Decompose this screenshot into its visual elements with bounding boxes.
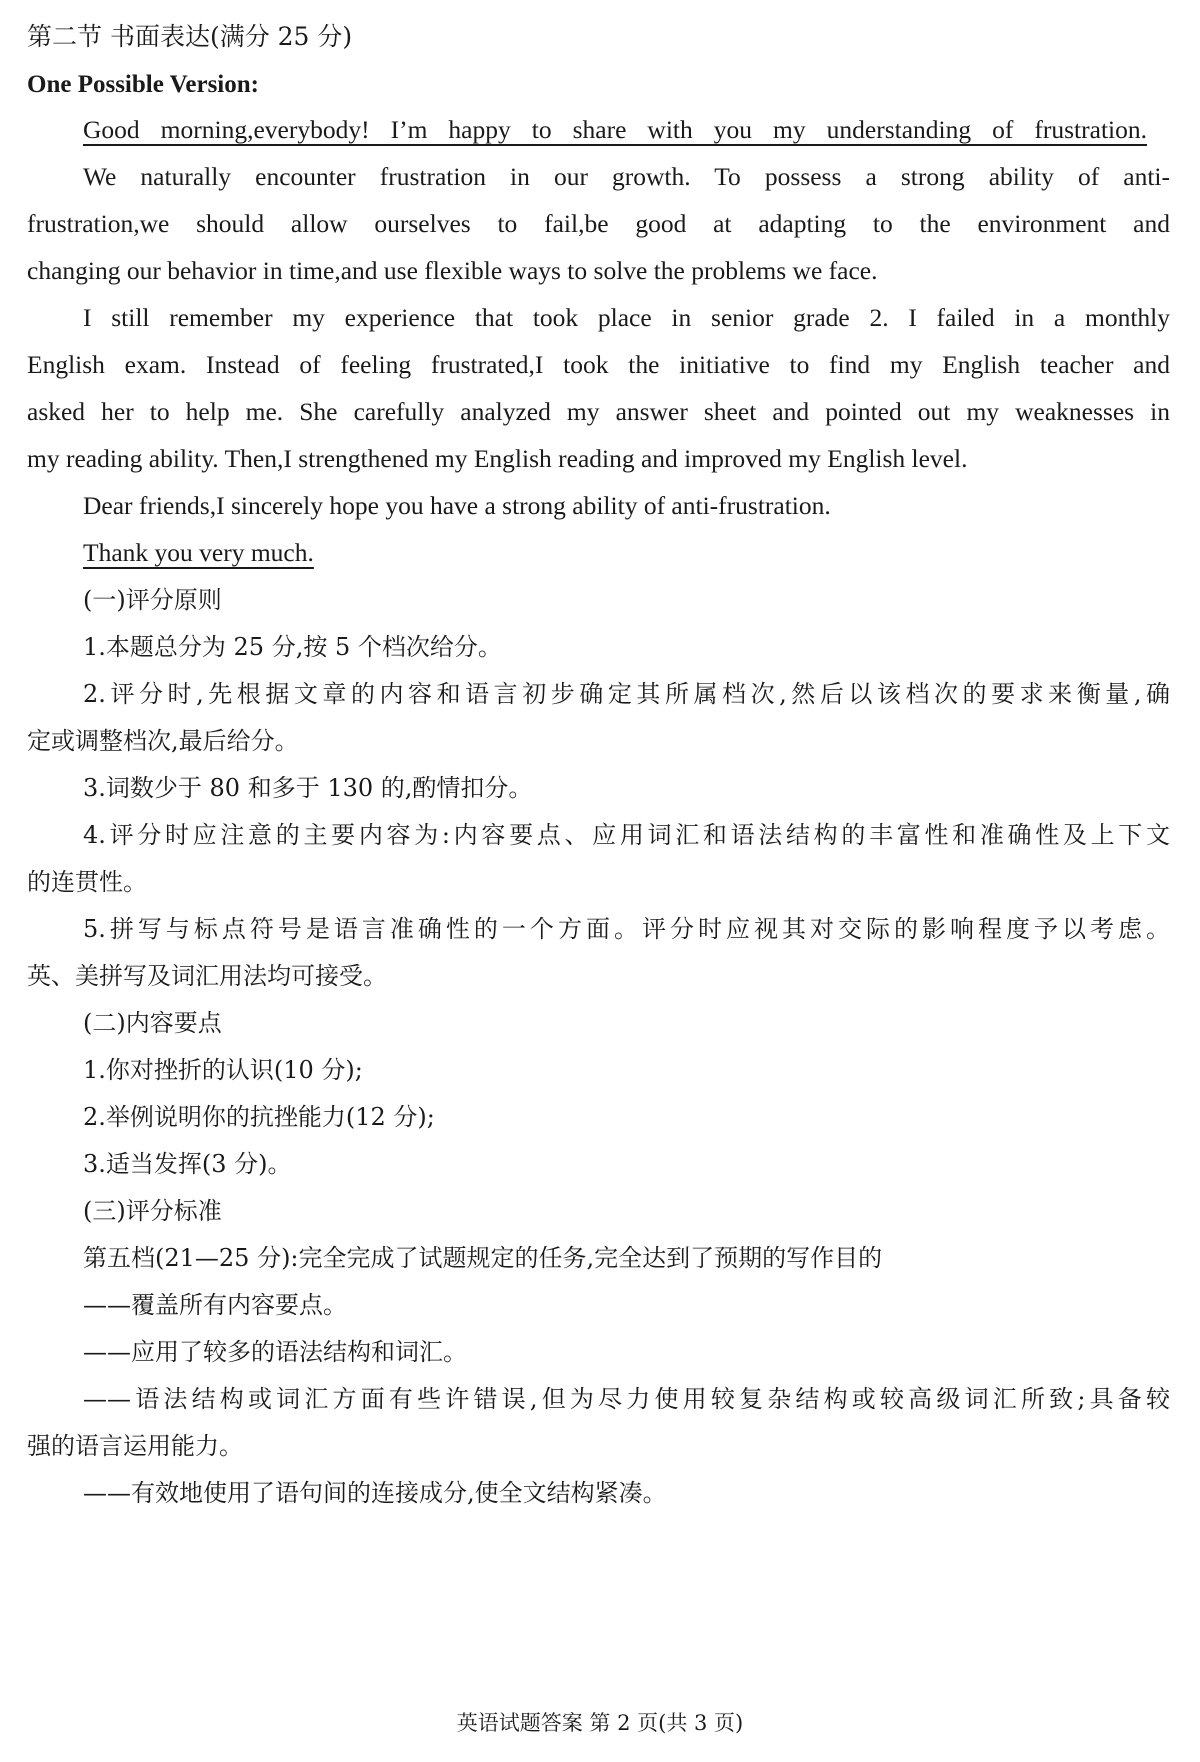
essay-closing: Thank you very much.: [83, 538, 314, 567]
section-title: 第二节 书面表达(满分 25 分): [27, 22, 353, 51]
principle-item-5-line-2: 英、美拼写及词汇用法均可接受。: [27, 962, 387, 990]
principles-heading: (一)评分原则: [83, 586, 222, 614]
tier-5-criterion-4: ——有效地使用了语句间的连接成分,使全文结构紧凑。: [83, 1479, 667, 1507]
essay-paragraph-1-line-3: changing our behavior in time,and use flexible ways to solve the problems we face.: [27, 256, 878, 285]
page-footer: 英语试题答案 第 2 页(共 3 页): [456, 1711, 744, 1735]
tier-5-criterion-1: ——覆盖所有内容要点。: [83, 1291, 347, 1319]
principle-item-4-line-1: 4.评分时应注意的主要内容为:内容要点、应用词汇和语法结构的丰富性和准确性及上下文: [83, 821, 1170, 849]
standards-heading: (三)评分标准: [83, 1197, 222, 1225]
tier-5-description: 第五档(21—25 分):完全完成了试题规定的任务,完全达到了预期的写作目的: [83, 1244, 883, 1272]
essay-greeting: Good morning,everybody! I’m happy to share with you my understanding of frustration.: [83, 115, 1147, 144]
essay-paragraph-1-line-1: We naturally encounter frustration in our growth. To possess a strong ability of anti-: [83, 162, 1170, 191]
tier-5-criterion-2: ——应用了较多的语法结构和词汇。: [83, 1338, 467, 1366]
tier-5-criterion-3-line-1: ——语法结构或词汇方面有些许错误,但为尽力使用较复杂结构或较高级词汇所致;具备较: [83, 1385, 1170, 1413]
principle-item-2-line-2: 定或调整档次,最后给分。: [27, 727, 299, 755]
content-point-2: 2.举例说明你的抗挫能力(12 分);: [83, 1103, 435, 1131]
principle-item-1: 1.本题总分为 25 分,按 5 个档次给分。: [83, 633, 502, 661]
content-points-heading: (二)内容要点: [83, 1009, 222, 1037]
principle-item-4-line-2: 的连贯性。: [27, 868, 147, 896]
essay-paragraph-3: Dear friends,I sincerely hope you have a strong ability of anti-frustration.: [83, 491, 831, 520]
tier-5-criterion-3-line-2: 强的语言运用能力。: [27, 1432, 243, 1460]
principle-item-2-line-1: 2.评分时,先根据文章的内容和语言初步确定其所属档次,然后以该档次的要求来衡量,确: [83, 680, 1170, 708]
principle-item-5-line-1: 5.拼写与标点符号是语言准确性的一个方面。评分时应视其对交际的影响程度予以考虑。: [83, 915, 1170, 943]
essay-paragraph-2-line-3: asked her to help me. She carefully analyzed my answer sheet and pointed out my weaknesses in: [27, 397, 1170, 426]
principle-item-3: 3.词数少于 80 和多于 130 的,酌情扣分。: [83, 774, 533, 802]
essay-paragraph-2-line-4: my reading ability. Then,I strengthened my English reading and improved my English level.: [27, 444, 968, 473]
version-heading: One Possible Version:: [27, 71, 259, 98]
essay-paragraph-2-line-1: I still remember my experience that took place in senior grade 2. I failed in a monthly: [83, 303, 1170, 332]
essay-paragraph-2-line-2: English exam. Instead of feeling frustrated,I took the initiative to find my English teacher and: [27, 350, 1170, 379]
content-point-3: 3.适当发挥(3 分)。: [83, 1150, 292, 1178]
content-point-1: 1.你对挫折的认识(10 分);: [83, 1056, 363, 1084]
essay-paragraph-1-line-2: frustration,we should allow ourselves to fail,be good at adapting to the environment and: [27, 209, 1170, 238]
